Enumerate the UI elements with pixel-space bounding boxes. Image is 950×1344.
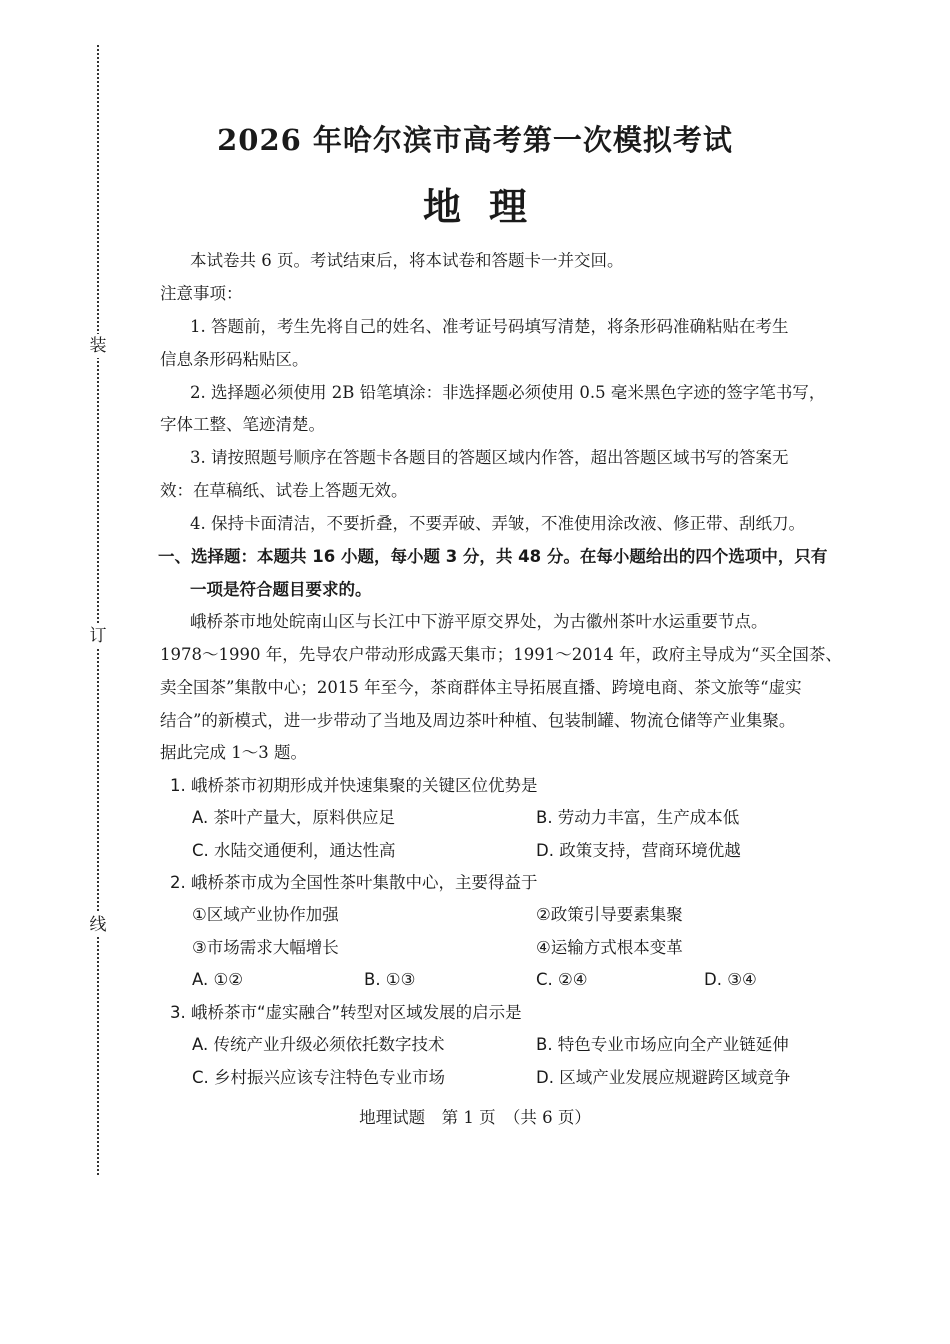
binding-char-ding: 订 (89, 626, 107, 646)
notice-item-4: 4. 保持卡面清洁，不要折叠，不要弄破、弄皱，不准使用涂改液、修正带、刮纸刀。 (190, 514, 805, 533)
question-2-option-c: C. ②④ (536, 970, 588, 989)
binding-char-xian: 线 (89, 915, 107, 935)
notice-item-3: 3. 请按照题号顺序在答题卡各题目的答题区域内作答，超出答题区域书写的答案无 (190, 448, 789, 467)
passage-line: 峨桥茶市地处皖南山区与长江中下游平原交界处，为古徽州茶叶水运重要节点。 (190, 612, 768, 631)
question-3-option-d: D. 区域产业发展应规避跨区域竞争 (536, 1068, 791, 1087)
section-1-heading-cont: 一项是符合题目要求的。 (190, 580, 372, 599)
question-3-option-c: C. 乡村振兴应该专注特色专业市场 (192, 1068, 446, 1087)
notice-item-2-cont: 字体工整、笔迹清楚。 (160, 415, 325, 434)
question-1-option-c: C. 水陆交通便利，通达性高 (192, 841, 396, 860)
question-2-option-d: D. ③④ (704, 970, 757, 989)
notice-item-1-cont: 信息条形码粘贴区。 (160, 350, 309, 369)
passage-line: 1978～1990 年，先导农户带动形成露天集市；1991～2014 年，政府主导成为“买全国茶、 (160, 645, 842, 664)
notice-item-2: 2. 选择题必须使用 2B 铅笔填涂：非选择题必须使用 0.5 毫米黑色字迹的签字笔书写， (190, 383, 826, 402)
passage-line: 结合”的新模式，进一步带动了当地及周边茶叶种植、包装制罐、物流仓储等产业集聚。 (160, 711, 796, 730)
notice-item-1: 1. 答题前，考生先将自己的姓名、准考证号码填写清楚，将条形码准确粘贴在考生 (190, 317, 789, 336)
question-1-option-d: D. 政策支持，营商环境优越 (536, 841, 741, 860)
question-3-stem: 3. 峨桥茶市“虚实融合”转型对区域发展的启示是 (170, 1003, 522, 1022)
page-footer: 地理试题 第 1 页 （共 6 页） (359, 1108, 591, 1127)
question-2-stem: 2. 峨桥茶市成为全国性茶叶集散中心，主要得益于 (170, 873, 538, 892)
passage-line: 卖全国茶”集散中心；2015 年至今，茶商群体主导拓展直播、跨境电商、茶文旅等“虚实 (160, 678, 802, 697)
binding-char-zhuang: 装 (89, 336, 107, 356)
question-2-option-b: B. ①③ (364, 970, 416, 989)
question-2-statement-4: ④运输方式根本变革 (536, 938, 683, 957)
question-3-option-b: B. 特色专业市场应向全产业链延伸 (536, 1035, 789, 1054)
question-2-statement-3: ③市场需求大幅增长 (192, 938, 339, 957)
question-2-statement-1: ①区域产业协作加强 (192, 905, 339, 924)
section-1-heading: 一、选择题：本题共 16 小题，每小题 3 分，共 48 分。在每小题给出的四个选项中，只有 (158, 547, 828, 566)
notice-item-3-cont: 效：在草稿纸、试卷上答题无效。 (160, 481, 408, 500)
question-1-option-a: A. 茶叶产量大，原料供应足 (192, 808, 395, 827)
question-1-option-b: B. 劳动力丰富，生产成本低 (536, 808, 740, 827)
question-3-option-a: A. 传统产业升级必须依托数字技术 (192, 1035, 445, 1054)
question-1-stem: 1. 峨桥茶市初期形成并快速集聚的关键区位优势是 (170, 776, 538, 795)
exam-title: 2026 年哈尔滨市高考第一次模拟考试 (217, 123, 733, 157)
notice-heading: 注意事项： (160, 284, 243, 303)
passage-line: 据此完成 1～3 题。 (160, 743, 307, 762)
notice-intro: 本试卷共 6 页。考试结束后，将本试卷和答题卡一并交回。 (190, 251, 624, 270)
subject-title: 地理 (422, 184, 555, 229)
question-2-option-a: A. ①② (192, 970, 244, 989)
question-2-statement-2: ②政策引导要素集聚 (536, 905, 683, 924)
